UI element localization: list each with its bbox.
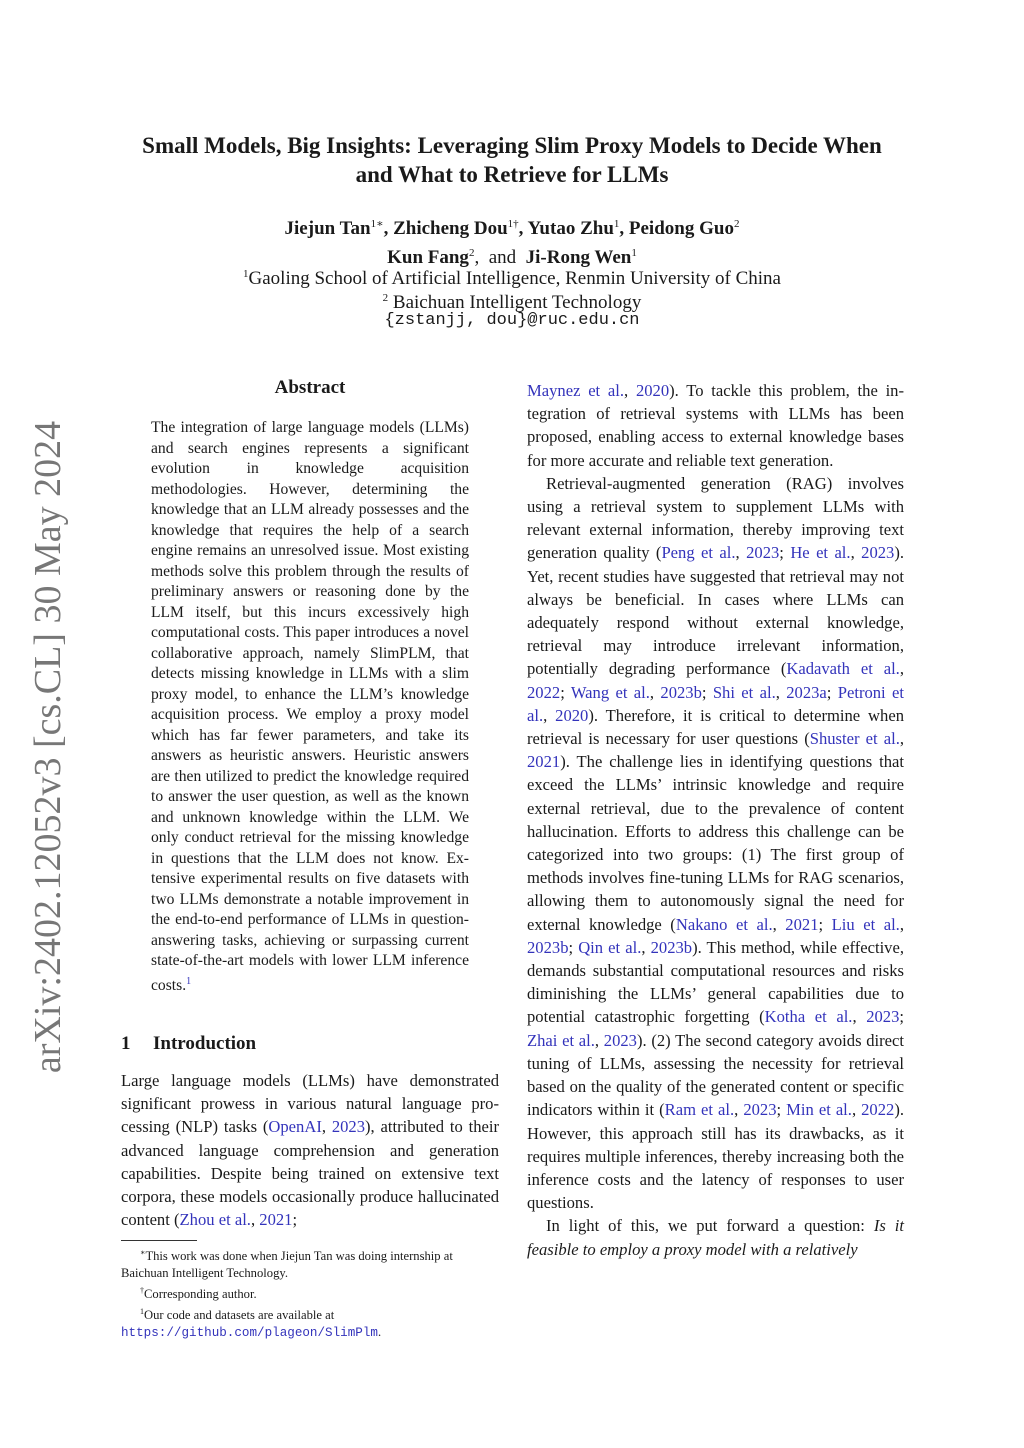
citation-link[interactable]: 2023a: [786, 682, 827, 702]
citation-link[interactable]: 2023: [331, 1117, 365, 1137]
citation-link[interactable]: 2022: [527, 682, 561, 702]
author-mark: 1∗: [370, 218, 384, 230]
citation-link[interactable]: 2023: [866, 1007, 900, 1027]
footnote-3: $^1$Our code and datasets are available at https://github.com/plageon/SlimPlm.: [121, 1307, 382, 1340]
section-heading-introduction: [121, 1033, 256, 1055]
citation-link[interactable]: Peng et al.: [661, 543, 736, 563]
citation-link[interactable]: 2023b: [660, 682, 702, 702]
citation-link[interactable]: 2023b: [650, 937, 693, 957]
author-name: Ji-Rong Wen: [525, 247, 632, 268]
citation-link[interactable]: Ram et al.: [664, 1100, 735, 1120]
affiliation-mark: 2: [382, 292, 389, 304]
citation-link[interactable]: Qin et al.: [578, 937, 642, 957]
citation-link[interactable]: He et al.: [790, 543, 851, 563]
affiliation-text: Baichuan Intelligent Technology: [392, 292, 642, 313]
citation-link[interactable]: Maynez et al.: [527, 381, 625, 400]
footnote-link[interactable]: 1: [186, 975, 192, 987]
citation-link[interactable]: Zhou et al.: [179, 1210, 251, 1230]
paper-title: [100, 131, 924, 189]
citation-link[interactable]: 2023b: [527, 937, 569, 957]
author-name: Yutao Zhu: [527, 218, 614, 239]
author-mark: 1: [613, 218, 620, 230]
citation-link[interactable]: Wang et al.: [570, 682, 650, 702]
citation-link[interactable]: 2021: [785, 914, 819, 934]
author-mark: 1†: [507, 218, 519, 230]
intro-paragraph-1: Large language models (LLMs) have demonstrated significant prowess in various natural language processing (NLP) tasks (OpenAI, 2023), attributed to their advanced language comprehension and generation capabilities. Despite being trained on extensive text corpora, these models occasionally produce hallucinated content (Zhou et al., 2021;: [121, 1071, 499, 1230]
research-question: Is it feasible to employ a proxy model with a relatively: [527, 1216, 904, 1259]
author-name: Jiejun Tan: [284, 218, 371, 239]
abstract-heading: Abstract: [274, 377, 346, 398]
citation-link[interactable]: 2021: [259, 1210, 293, 1230]
citation-link[interactable]: Shuster et al.: [809, 729, 900, 749]
affiliation-text: Gaoling School of Artificial Intelligence, Renmin University of China: [248, 268, 781, 289]
citation-link[interactable]: 2021: [527, 752, 561, 772]
citation-link[interactable]: 2023: [861, 543, 895, 563]
citation-link[interactable]: Kadavath et al.: [786, 659, 900, 679]
citation-link[interactable]: Kotha et al.: [764, 1007, 853, 1027]
author-mark: 2: [468, 247, 475, 259]
citation-link[interactable]: Shi et al.: [712, 682, 776, 702]
citation-link[interactable]: 2023: [603, 1030, 637, 1050]
author-line-1: Jiejun Tan$^{1∗}$, Zhicheng Dou$^{1\dagger}$, Yutao Zhu$^1$, Peidong Guo$^2$: [284, 218, 740, 239]
section-title: Introduction: [153, 1033, 257, 1054]
footnote-1: ∗This work was done when Jiejun Tan was doing internship at Baichuan Intelligent Technology.: [121, 1248, 453, 1280]
contact-email: {zstanjj, dou}@ruc.edu.cn: [384, 311, 640, 330]
abstract-text: The integration of large language models (LLMs) and search engines represents a significant evolution in knowledge acquisition methodologies. However, determining the knowledge that an LLM already possesses and the knowledge that requires the help of a search engine remains an unresolved issue. Most existing methods solve this problem through the results of preliminary answers or reasoning done by the LLM itself, but this incurs excessively high computational costs. This paper introduces a novel collaborative approach, namely SlimPLM, that detects missing knowledge in LLMs with a slim proxy model, to enhance the LLM’s knowledge acquisition process. We employ a proxy model which has far fewer parameters, and take its answers as heuristic answers. Heuristic answers are then utilized to predict the knowledge required to answer the user question, as well as the known and unknown knowledge within the LLM. We only conduct retrieval for the missing knowledge in questions that the LLM does not know. Extensive experimental results on five datasets with two LLMs demonstrate a notable improvement in the end-to-end performance of LLMs in question-answering tasks, achieving or surpassing current state-of-the-art models with lower LLM inference costs.: [151, 419, 469, 994]
citation-link[interactable]: OpenAI: [268, 1117, 322, 1137]
intro-right-column: [527, 379, 904, 1261]
citation-link[interactable]: Min et al.: [786, 1100, 852, 1120]
citation-link[interactable]: Nakano et al.: [675, 914, 773, 934]
author-name: Peidong Guo: [628, 218, 734, 239]
arxiv-identifier: arXiv:2402.12052v3 [cs.CL] 30 May 2024: [27, 420, 69, 1074]
citation-link[interactable]: Petroni et al.: [527, 682, 904, 725]
intro-paragraph-1-continued: Maynez et al., 2020). To tackle this problem, the integration of retrieval systems with LLMs has been proposed, enabling access to external knowledge bases for more accurate and reliable text generation.: [527, 381, 905, 470]
author-mark: 1: [631, 247, 637, 259]
footnote-divider: [121, 1240, 197, 1241]
code-repository-link[interactable]: https://github.com/plageon/SlimPlm: [121, 1326, 378, 1340]
citation-link[interactable]: Zhai et al.: [527, 1030, 595, 1050]
title-line-2: and What to Retrieve for LLMs: [355, 162, 669, 187]
citation-link[interactable]: 2020: [555, 705, 589, 725]
citation-link[interactable]: 2022: [861, 1100, 895, 1120]
citation-link[interactable]: 2023: [746, 543, 780, 563]
footnote-2: †Corresponding author.: [140, 1286, 257, 1301]
abstract-body: [151, 418, 469, 996]
footnotes: [121, 1244, 501, 1342]
citation-link[interactable]: 2020: [635, 381, 670, 400]
section-number: 1: [121, 1033, 131, 1054]
author-mark: 2: [733, 218, 740, 230]
author-line-2: Kun Fang$^2$, and Ji-Rong Wen$^1$: [387, 247, 637, 268]
author-name: Kun Fang: [387, 247, 469, 268]
author-name: Zhicheng Dou: [393, 218, 508, 239]
author-conjunction: and: [488, 247, 517, 268]
title-line-1: Small Models, Big Insights: Leveraging Slim Proxy Models to Decide When: [142, 133, 882, 158]
affiliation-mark: 1: [243, 268, 249, 280]
citation-link[interactable]: 2023: [743, 1100, 777, 1120]
arxiv-stamp: [18, 420, 78, 1074]
intro-paragraph-2: Retrieval-augmented generation (RAG) involves using a retrieval system to supplement LLMs with relevant external information, thereby improving text generation quality (Peng et al., 2023; He et al., 2023). Yet, recent studies have suggested that retrieval may not always be beneficial. In cases where LLMs can adequately respond without external knowledge, retrieval may introduce irrelevant information, potentially degrading performance (Kadavath et al., 2022; Wang et al., 2023b; Shi et al., 2023a; Petroni et al., 2020). Therefore, it is critical to determine when retrieval is necessary for user questions (Shuster et al., 2021). The challenge lies in identifying questions that exceed the LLMs’ intrinsic knowledge and require external retrieval, due to the prevalence of content hallucination. Efforts to address this challenge can be categorized into two groups: (1) The first group of methods involves fine-tuning LLMs for RAG scenarios, allowing them to autonomously signal the need for external knowledge (Nakano et al., 2021; Liu et al., 2023b; Qin et al., 2023b). This method, while effective, demands substantial computational resources and risks diminishing the LLMs’ general capabilities due to potential catastrophic forgetting (Kotha et al., 2023; Zhai et al., 2023). (2) The second category avoids direct tuning of LLMs, assessing the necessity for retrieval based on the quality of the generated content or specific indicators within it (Ram et al., 2023; Min et al., 2022). However, this approach still has its drawbacks, as it requires multiple inferences, thereby increasing both the inference costs and the latency of responses to user questions.: [527, 473, 905, 1213]
citation-link[interactable]: Liu et al.: [831, 914, 900, 934]
intro-paragraph-3: In light of this, we put forward a question: Is it feasible to employ a proxy model with a relatively: [527, 1216, 904, 1259]
